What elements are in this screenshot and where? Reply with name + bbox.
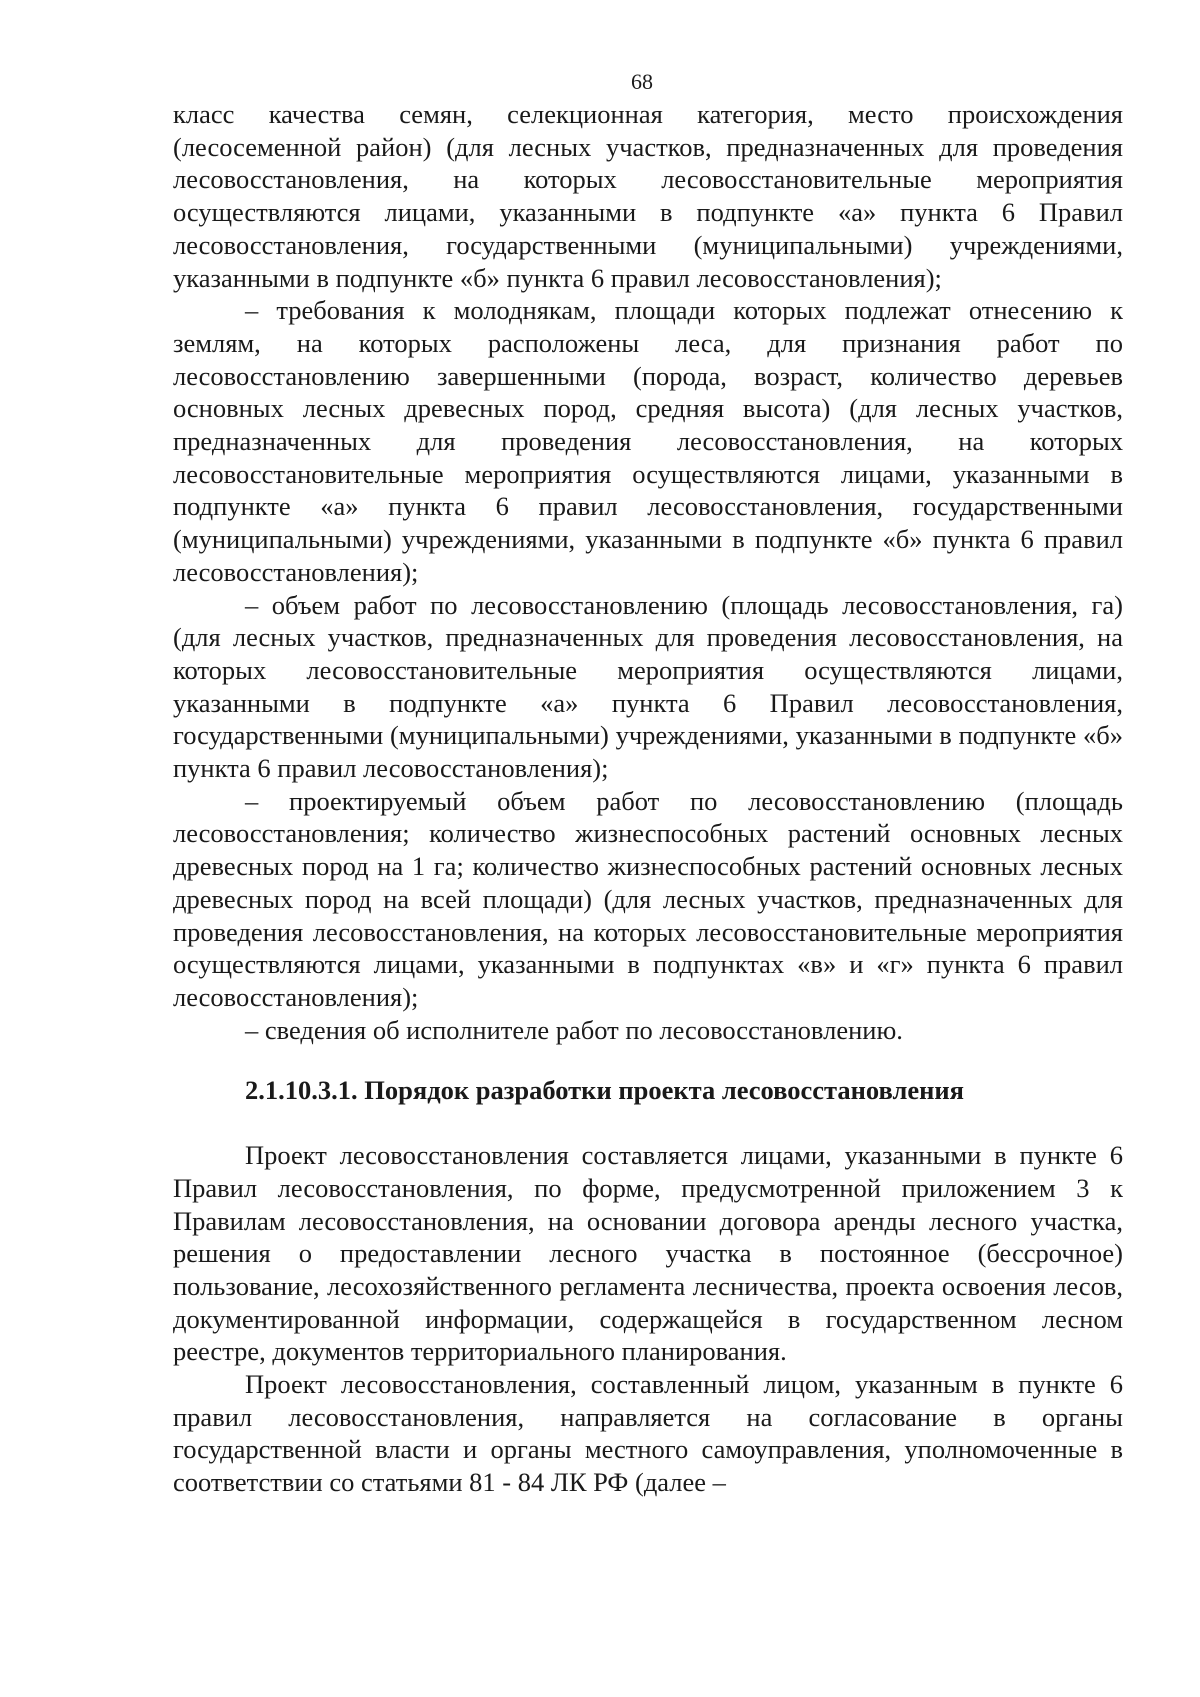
paragraph-seed-quality: класс качества семян, селекционная категория, место происхождения (лесосеменной район) (для лесных участков, предназначенных для проведения лесовосстановления, на которых лесовосстановительные мероприятия осуществляются лицами, указанными в подпункте «а» пункта 6 Правил лесовосстановления, государственными (муниципальными) учреждениями, указанными в подпункте «б» пункта 6 правил лесовосстановления);: [173, 99, 1123, 293]
paragraph-projected-work-volume: – проектируемый объем работ по лесовосстановлению (площадь лесовосстановления; количество жизнеспособных растений основных лесных древесных пород на 1 га; количество жизнеспособных растений основных лесных древесных пород на всей площади) (для лесных участков, предназначенных для проведения лесовосстановления, на которых лесовосстановительные мероприятия осуществляются лицами, указанными в подпунктах «в» и «г» пункта 6 правил лесовосстановления);: [173, 785, 1123, 1012]
page-number: 68: [631, 69, 653, 94]
paragraph-young-growth-requirements: – требования к молоднякам, площади которых подлежат отнесению к землям, на которых расположены леса, для признания работ по лесовосстановлению завершенными (порода, возраст, количество деревьев основных лесных древесных пород, средняя высота) (для лесных участков, предназначенных для проведения лесовосстановления, на которых лесовосстановительные мероприятия осуществляются лицами, указанными в подпункте «а» пункта 6 правил лесовосстановления, государственными (муниципальными) учреждениями, указанными в подпункте «б» пункта 6 правил лесовосстановления);: [173, 295, 1123, 587]
paragraph-project-approval: Проект лесовосстановления, составленный лицом, указанным в пункте 6 правил лесовосстановления, направляется на согласование в органы государственной власти и органы местного самоуправления, уполномоченные в соответствии со статьями 81 - 84 ЛК РФ (далее –: [173, 1369, 1123, 1498]
document-page: [173, 66, 1123, 1499]
paragraph-work-volume: – объем работ по лесовосстановлению (площадь лесовосстановления, га) (для лесных участков, предназначенных для проведения лесовосстановления, на которых лесовосстановительные мероприятия осуществляются лицами, указанными в подпункте «а» пункта 6 Правил лесовосстановления, государственными (муниципальными) учреждениями, указанными в подпункте «б» пункта 6 правил лесовосстановления);: [173, 589, 1123, 784]
paragraph-project-composition: Проект лесовосстановления составляется лицами, указанными в пункте 6 Правил лесовосстановления, по форме, предусмотренной приложением 3 к Правилам лесовосстановления, на основании договора аренды лесного участка, решения о предоставлении лесного участка в постоянное (бессрочное) пользование, лесохозяйственного регламента лесничества, проекта освоения лесов, документированной информации, содержащейся в государственном лесном реестре, документов территориального планирования.: [173, 1140, 1123, 1367]
paragraph-contractor-info: – сведения об исполнителе работ по лесовосстановлению.: [245, 1014, 903, 1045]
section-heading: 2.1.10.3.1. Порядок разработки проекта лесовосстановления: [245, 1075, 964, 1106]
